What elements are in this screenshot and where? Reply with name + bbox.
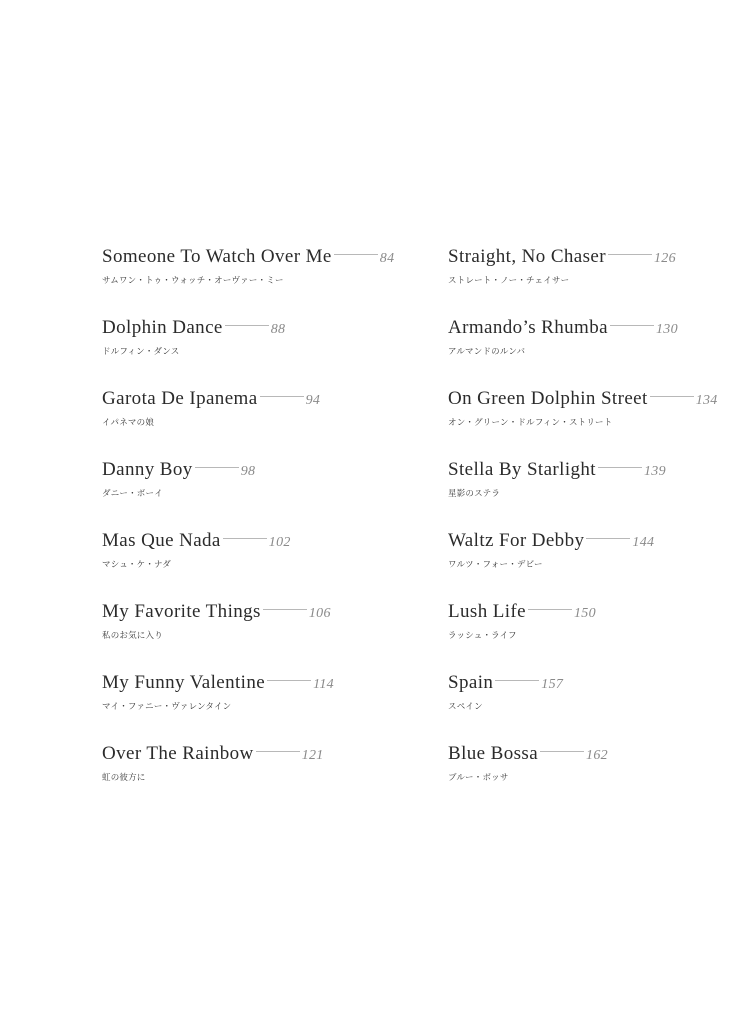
toc-entry[interactable]: [102, 601, 394, 672]
page-number: 102: [268, 535, 291, 550]
page-number: 98: [240, 464, 256, 479]
leader-line: [540, 751, 584, 752]
leader-line: [225, 325, 269, 326]
song-title: On Green Dolphin Street: [448, 388, 648, 409]
toc-entry[interactable]: [448, 743, 718, 814]
page-number: 144: [632, 535, 655, 550]
japanese-title: ラッシュ・ライフ: [448, 631, 517, 641]
leader-line: [610, 325, 654, 326]
song-title: Danny Boy: [102, 459, 193, 480]
page-number: 88: [270, 322, 286, 337]
song-title: Stella By Starlight: [448, 459, 596, 480]
leader-line: [586, 538, 630, 539]
page-number: 150: [574, 606, 596, 621]
japanese-title: アルマンドのルンバ: [448, 347, 526, 357]
japanese-title: オン・グリーン・ドルフィン・ストリート: [448, 418, 613, 428]
japanese-title: マシュ・ケ・ナダ: [102, 560, 172, 570]
song-title: Someone To Watch Over Me: [102, 246, 332, 267]
japanese-title: ダニー・ボーイ: [102, 489, 163, 499]
japanese-title: ワルツ・フォー・デビー: [448, 560, 543, 570]
leader-line: [223, 538, 267, 539]
toc-entry[interactable]: [448, 246, 718, 317]
toc-entry[interactable]: [448, 317, 718, 388]
japanese-title: サムワン・トゥ・ウォッチ・オーヴァー・ミー: [102, 276, 284, 286]
toc-column-right: [448, 246, 718, 814]
japanese-title: イパネマの娘: [102, 418, 155, 428]
japanese-title: 星影のステラ: [448, 489, 501, 499]
page-number: 121: [301, 748, 324, 763]
song-title: Garota De Ipanema: [102, 388, 258, 409]
song-title: Spain: [448, 672, 494, 693]
song-title: Straight, No Chaser: [448, 246, 606, 267]
toc-entry[interactable]: [448, 388, 718, 459]
toc-entry[interactable]: [102, 246, 394, 317]
leader-line: [495, 680, 539, 681]
japanese-title: ドルフィン・ダンス: [102, 347, 180, 357]
page-number: 126: [654, 251, 676, 266]
toc-entry[interactable]: [102, 459, 394, 530]
song-title: Armando’s Rhumba: [448, 317, 608, 338]
page-number: 157: [541, 677, 564, 692]
japanese-title: 私のお気に入り: [102, 631, 163, 641]
page-number: 162: [586, 748, 608, 763]
leader-line: [195, 467, 239, 468]
leader-line: [528, 609, 572, 610]
japanese-title: ストレート・ノー・チェイサー: [448, 276, 570, 286]
toc-entry[interactable]: [448, 459, 718, 530]
page-number: 94: [305, 393, 321, 408]
toc-entry[interactable]: [102, 743, 394, 814]
song-title: My Funny Valentine: [102, 672, 266, 693]
leader-line: [267, 680, 311, 681]
toc-entry[interactable]: [102, 317, 394, 388]
toc-column-left: [102, 246, 394, 814]
leader-line: [608, 254, 652, 255]
leader-line: [256, 751, 300, 752]
song-title: Dolphin Dance: [102, 317, 223, 338]
toc-entry[interactable]: [102, 672, 394, 743]
page-number: 114: [313, 677, 334, 692]
toc-entry[interactable]: [448, 672, 718, 743]
toc-entry[interactable]: [448, 601, 718, 672]
leader-line: [598, 467, 642, 468]
japanese-title: 虹の彼方に: [102, 773, 146, 783]
toc-entry[interactable]: [448, 530, 718, 601]
toc-entry[interactable]: [102, 530, 394, 601]
leader-line: [650, 396, 694, 397]
leader-line: [260, 396, 304, 397]
leader-line: [334, 254, 378, 255]
song-title: My Favorite Things: [102, 601, 261, 622]
song-title: Waltz For Debby: [448, 530, 585, 551]
page-number: 139: [644, 464, 666, 479]
song-title: Lush Life: [448, 601, 526, 622]
toc-entry[interactable]: [102, 388, 394, 459]
song-title: Mas Que Nada: [102, 530, 221, 551]
song-title: Over The Rainbow: [102, 743, 254, 764]
japanese-title: スペイン: [448, 702, 483, 712]
leader-line: [263, 609, 307, 610]
page-number: 106: [308, 606, 331, 621]
japanese-title: ブルー・ボッサ: [448, 773, 509, 783]
song-title: Blue Bossa: [448, 743, 539, 764]
japanese-title: マイ・ファニー・ヴァレンタイン: [102, 702, 232, 712]
page-number: 130: [655, 322, 678, 337]
page-number: 134: [695, 393, 718, 408]
page-number: 84: [379, 251, 395, 266]
